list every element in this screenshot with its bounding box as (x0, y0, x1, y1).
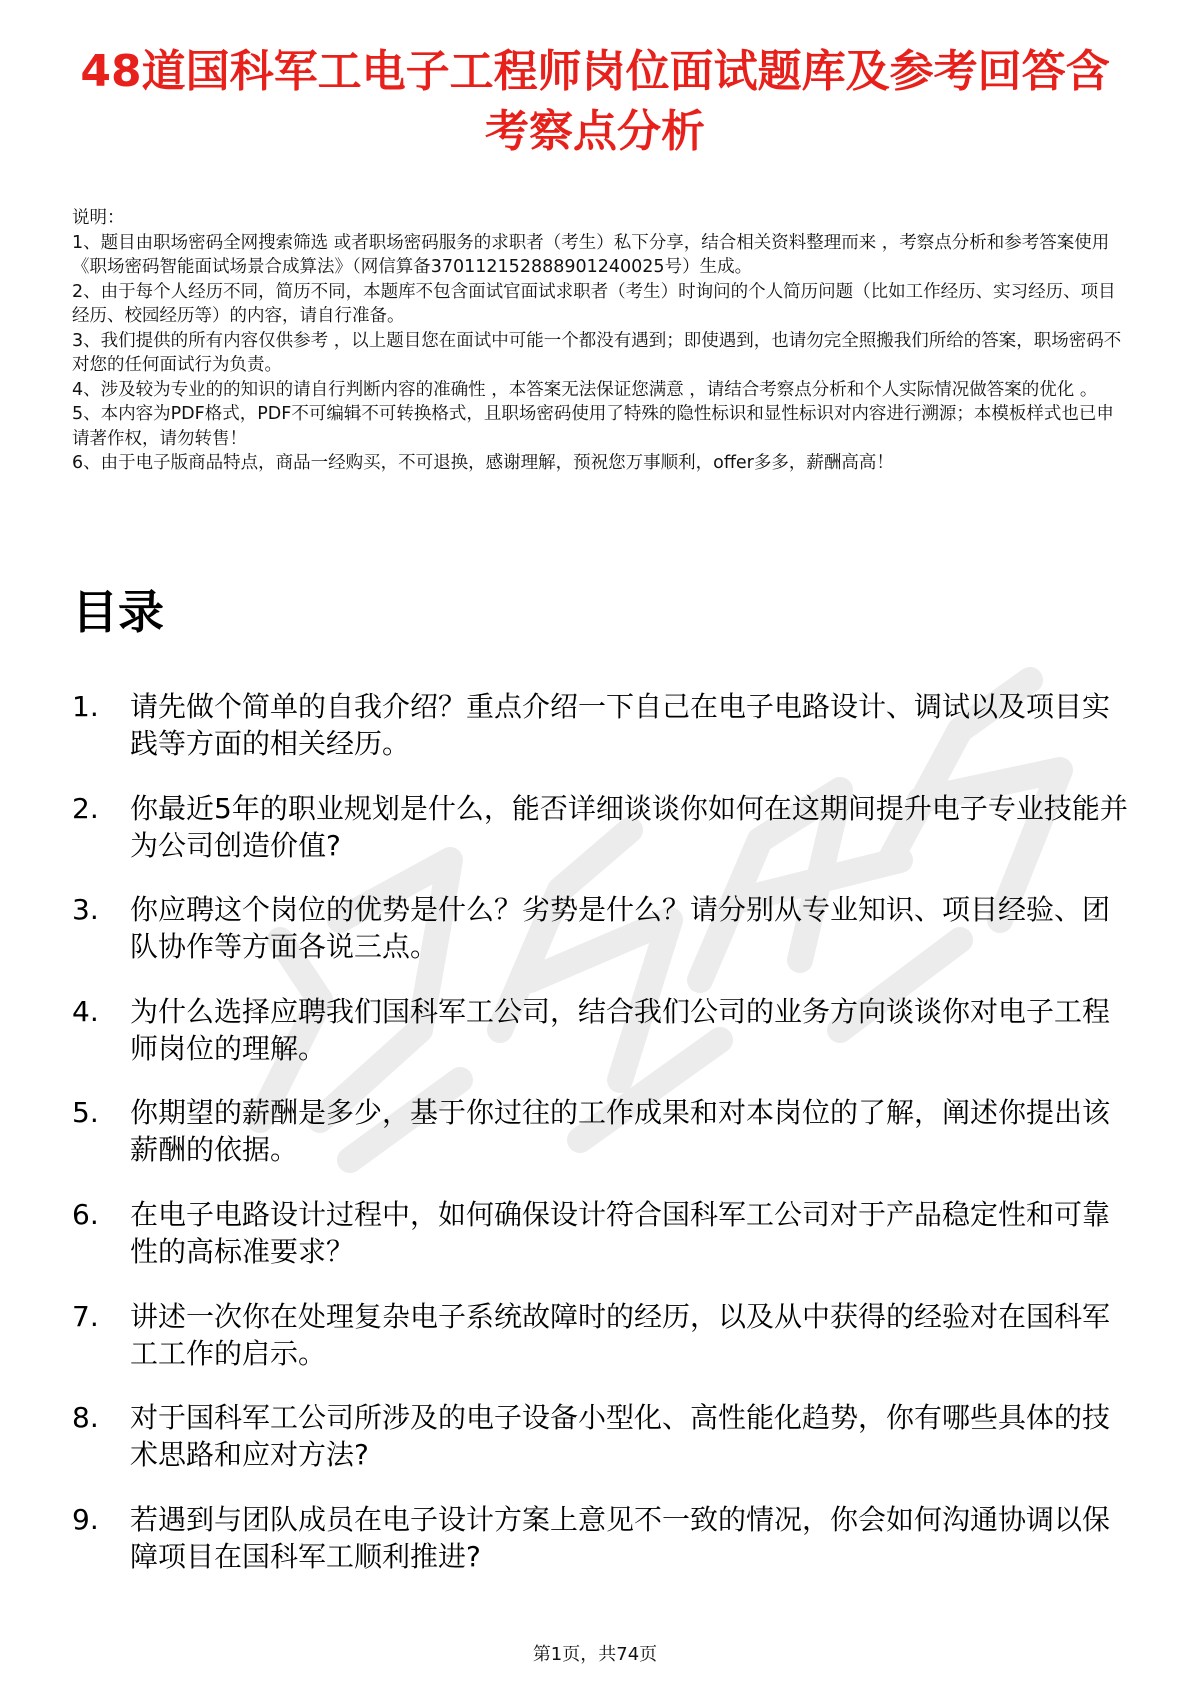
toc-item-number: 5. (72, 1096, 99, 1130)
notes-section (72, 206, 1122, 476)
toc-item[interactable] (72, 1196, 1132, 1298)
toc-item-number: 6. (72, 1197, 99, 1231)
toc-heading: 目录 (72, 585, 164, 639)
toc-item-text: 你最近5年的职业规划是什么，能否详细谈谈你如何在这期间提升电子专业技能并为公司创造价值? (130, 791, 1128, 862)
toc-item-number: 8. (72, 1401, 99, 1435)
document-title: 48道国科军工电子工程师岗位面试题库及参考回答含考察点分析 (80, 46, 1110, 157)
toc-item-text: 若遇到与团队成员在电子设计方案上意见不一致的情况，你会如何沟通协调以保障项目在国科军工顺利推进? (130, 1502, 1111, 1573)
note-item-5: 5、本内容为PDF格式，PDF不可编辑不可转换格式，且职场密码使用了特殊的隐性标识和显性标识对内容进行溯源；本模板样式也已申请著作权，请勿转售！ (72, 404, 1114, 449)
toc-item[interactable] (72, 1094, 1132, 1196)
note-item-2: 2、由于每个人经历不同，简历不同，本题库不包含面试官面试求职者（考生）时询问的个人简历问题（比如工作经历、实习经历、项目经历、校园经历等）的内容，请自行准备。 (72, 281, 1116, 326)
toc-list (72, 688, 1132, 1602)
note-item-3: 3、我们提供的所有内容仅供参考 ，以上题目您在面试中可能一个都没有遇到；即使遇到，也请勿完全照搬我们所给的答案，职场密码不对您的任何面试行为负责。 (72, 330, 1122, 375)
toc-item[interactable] (72, 993, 1132, 1095)
toc-item[interactable] (72, 1298, 1132, 1400)
note-item-4: 4、涉及较为专业的的知识的请自行判断内容的准确性 ，本答案无法保证您满意 ，请结合考察点分析和个人实际情况做答案的优化 。 (72, 379, 1098, 400)
toc-item-number: 7. (72, 1299, 99, 1333)
toc-item-number: 4. (72, 994, 99, 1028)
note-item-6: 6、由于电子版商品特点，商品一经购买，不可退换，感谢理解，预祝您万事顺利，offer多多，薪酬高高！ (72, 453, 894, 473)
page-footer: 第1页，共74页 (532, 1644, 658, 1665)
toc-item-text: 请先做个简单的自我介绍？重点介绍一下自己在电子电路设计、调试以及项目实践等方面的相关经历。 (130, 690, 1111, 760)
toc-item-text: 为什么选择应聘我们国科军工公司，结合我们公司的业务方向谈谈你对电子工程师岗位的理解。 (130, 994, 1111, 1065)
toc-item-text: 讲述一次你在处理复杂电子系统故障时的经历，以及从中获得的经验对在国科军工工作的启示。 (130, 1299, 1111, 1370)
toc-item-text: 你应聘这个岗位的优势是什么？劣势是什么？请分别从专业知识、项目经验、团队协作等方面各说三点。 (130, 893, 1111, 964)
toc-item[interactable] (72, 1501, 1132, 1603)
toc-item-text: 在电子电路设计过程中，如何确保设计符合国科军工公司对于产品稳定性和可靠性的高标准要求？ (130, 1197, 1111, 1268)
toc-item-number: 1. (72, 690, 99, 723)
toc-item-text: 对于国科军工公司所涉及的电子设备小型化、高性能化趋势，你有哪些具体的技术思路和应对方法? (130, 1401, 1111, 1472)
toc-item-number: 9. (72, 1502, 99, 1536)
toc-item[interactable] (72, 688, 1132, 790)
toc-item-number: 2. (72, 791, 99, 825)
toc-item[interactable] (72, 1399, 1132, 1501)
note-item-1: 1、题目由职场密码全网搜索筛选 或者职场密码服务的求职者（考生）私下分享，结合相关资料整理而来 ，考察点分析和参考答案使用《职场密码智能面试场景合成算法》（网信算备370112152888901240025号）生成。 (72, 232, 1110, 277)
toc-item-text: 你期望的薪酬是多少，基于你过往的工作成果和对本岗位的了解，阐述你提出该薪酬的依据。 (130, 1096, 1111, 1167)
notes-heading: 说明： (72, 208, 125, 228)
toc-item-number: 3. (72, 893, 99, 927)
toc-item[interactable] (72, 891, 1132, 993)
toc-item[interactable] (72, 790, 1132, 892)
